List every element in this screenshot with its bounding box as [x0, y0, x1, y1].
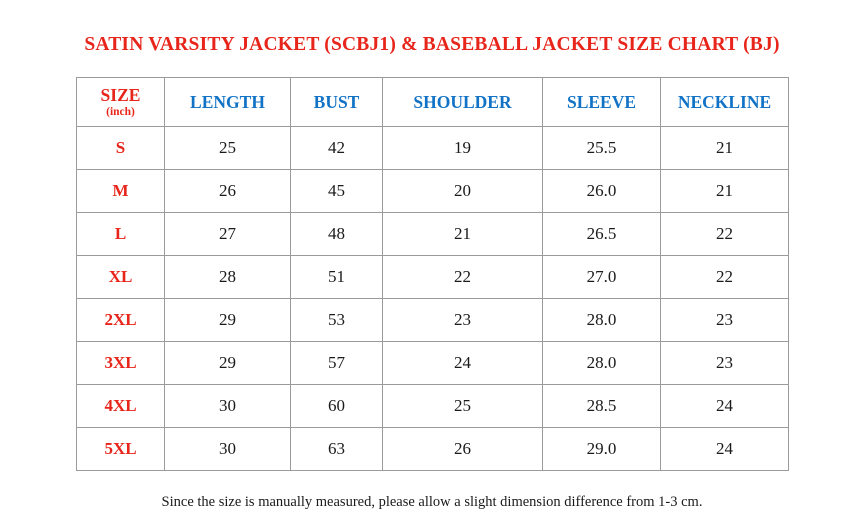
table-row	[77, 428, 789, 471]
cell-sleeve: 28.5	[543, 385, 661, 428]
cell-shoulder: 24	[383, 342, 543, 385]
cell-neckline: 23	[661, 342, 789, 385]
cell-shoulder: 19	[383, 127, 543, 170]
cell-size: M	[77, 170, 165, 213]
cell-sleeve: 29.0	[543, 428, 661, 471]
table-row	[77, 213, 789, 256]
table-row	[77, 299, 789, 342]
size-chart-table	[76, 77, 789, 471]
column-header-neckline: NECKLINE	[661, 78, 789, 127]
cell-length: 25	[165, 127, 291, 170]
cell-size: 2XL	[77, 299, 165, 342]
column-header-bust: BUST	[291, 78, 383, 127]
cell-size: 4XL	[77, 385, 165, 428]
page-title: SATIN VARSITY JACKET (SCBJ1) & BASEBALL JACKET SIZE CHART (BJ)	[84, 34, 780, 55]
cell-bust: 63	[291, 428, 383, 471]
cell-size: S	[77, 127, 165, 170]
table-header	[77, 78, 789, 127]
size-chart-table-wrapper	[76, 77, 788, 471]
table-header-row	[77, 78, 789, 127]
cell-length: 29	[165, 299, 291, 342]
column-header-sleeve: SLEEVE	[543, 78, 661, 127]
cell-bust: 57	[291, 342, 383, 385]
cell-length: 30	[165, 428, 291, 471]
cell-shoulder: 25	[383, 385, 543, 428]
cell-length: 28	[165, 256, 291, 299]
cell-bust: 42	[291, 127, 383, 170]
cell-sleeve: 25.5	[543, 127, 661, 170]
table-row	[77, 256, 789, 299]
column-header-size	[77, 78, 165, 127]
cell-shoulder: 20	[383, 170, 543, 213]
cell-size: 5XL	[77, 428, 165, 471]
cell-sleeve: 26.0	[543, 170, 661, 213]
cell-length: 30	[165, 385, 291, 428]
cell-bust: 45	[291, 170, 383, 213]
measurement-disclaimer: Since the size is manually measured, please allow a slight dimension difference from 1-3 cm.	[161, 494, 703, 510]
cell-neckline: 23	[661, 299, 789, 342]
cell-neckline: 24	[661, 385, 789, 428]
cell-shoulder: 26	[383, 428, 543, 471]
cell-neckline: 22	[661, 213, 789, 256]
cell-shoulder: 22	[383, 256, 543, 299]
cell-shoulder: 23	[383, 299, 543, 342]
cell-neckline: 21	[661, 127, 789, 170]
column-header-shoulder: SHOULDER	[383, 78, 543, 127]
cell-bust: 51	[291, 256, 383, 299]
cell-sleeve: 27.0	[543, 256, 661, 299]
cell-size: 3XL	[77, 342, 165, 385]
cell-size: XL	[77, 256, 165, 299]
table-row	[77, 127, 789, 170]
cell-sleeve: 26.5	[543, 213, 661, 256]
cell-bust: 53	[291, 299, 383, 342]
column-header-size-unit: (inch)	[106, 105, 135, 118]
cell-size: L	[77, 213, 165, 256]
table-row	[77, 385, 789, 428]
cell-sleeve: 28.0	[543, 342, 661, 385]
column-header-length: LENGTH	[165, 78, 291, 127]
table-row	[77, 342, 789, 385]
cell-sleeve: 28.0	[543, 299, 661, 342]
cell-bust: 48	[291, 213, 383, 256]
table-row	[77, 170, 789, 213]
cell-bust: 60	[291, 385, 383, 428]
table-body	[77, 127, 789, 471]
cell-shoulder: 21	[383, 213, 543, 256]
cell-length: 26	[165, 170, 291, 213]
cell-neckline: 21	[661, 170, 789, 213]
cell-neckline: 22	[661, 256, 789, 299]
cell-length: 27	[165, 213, 291, 256]
cell-neckline: 24	[661, 428, 789, 471]
column-header-size-label: SIZE	[100, 85, 141, 106]
cell-length: 29	[165, 342, 291, 385]
